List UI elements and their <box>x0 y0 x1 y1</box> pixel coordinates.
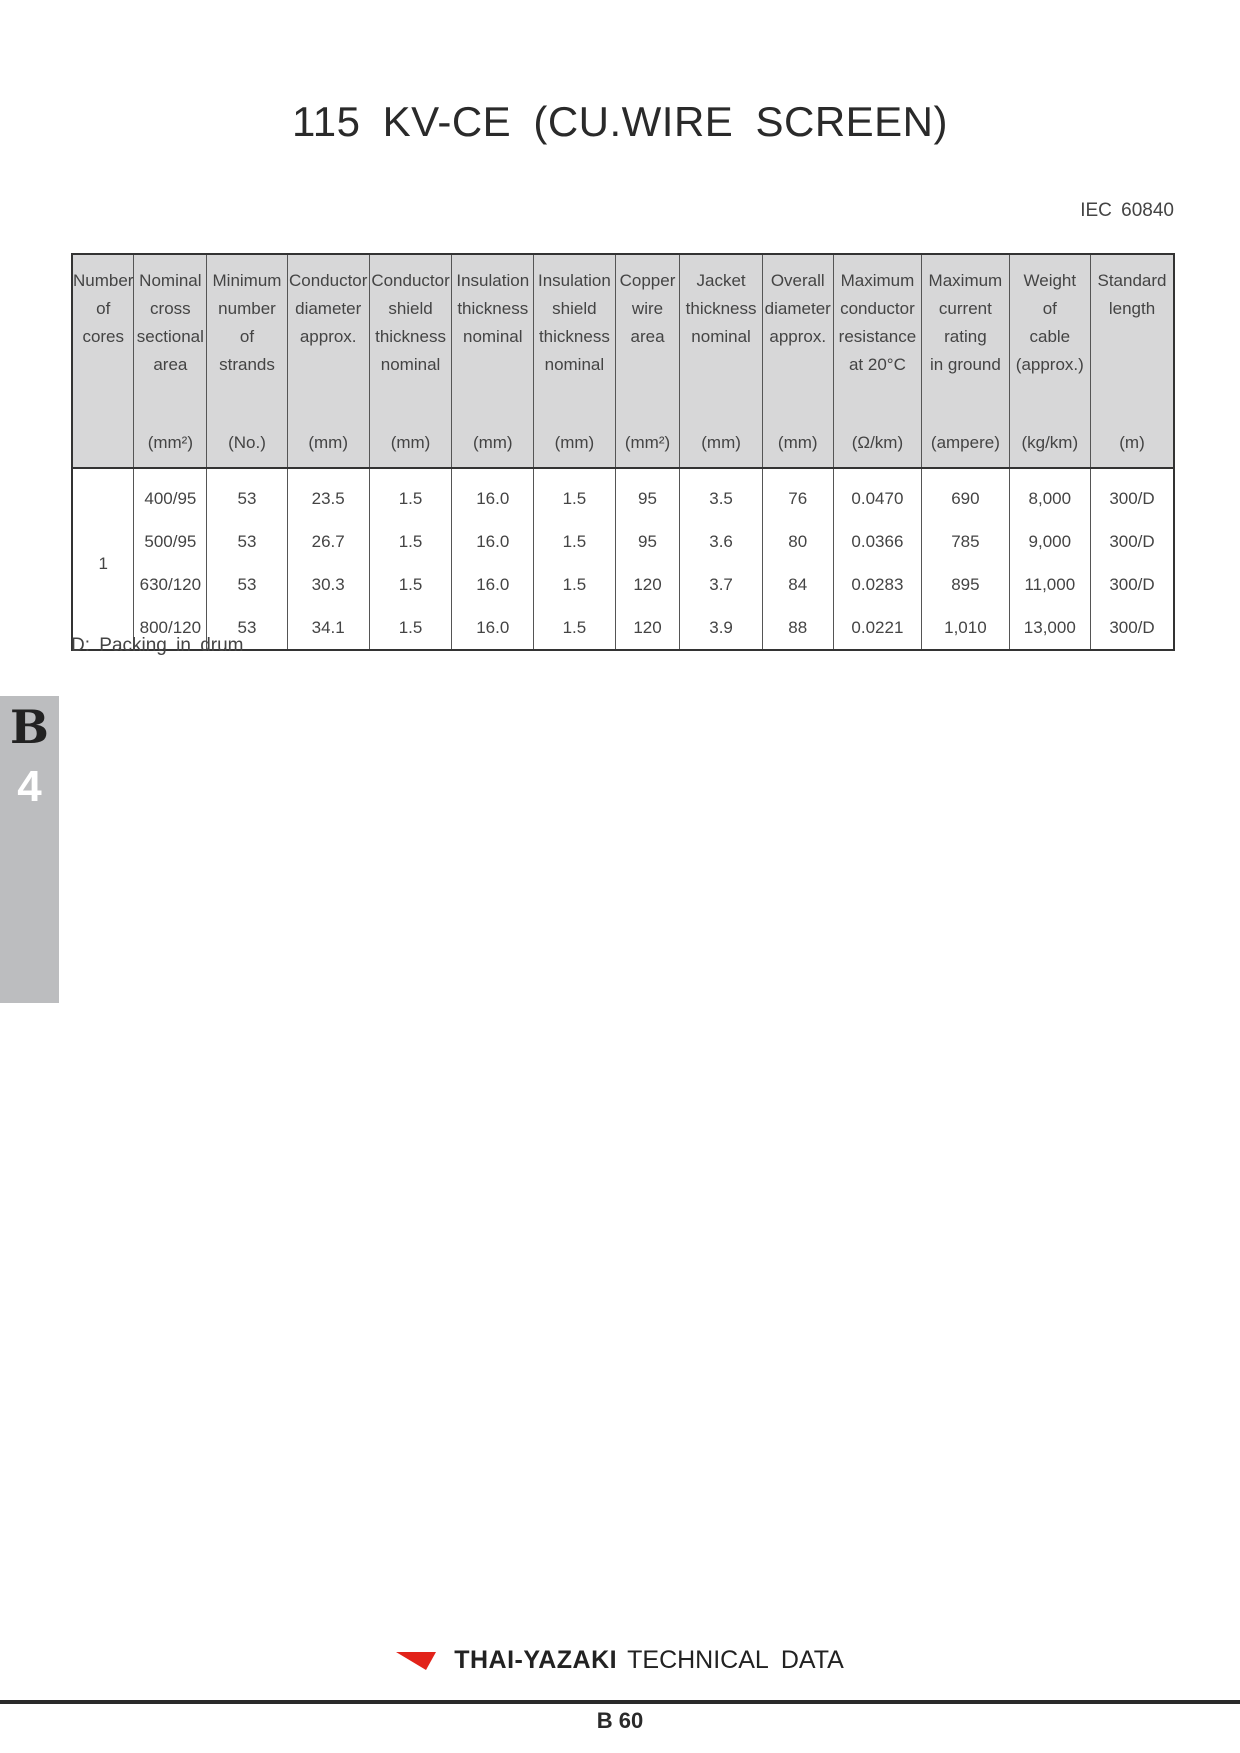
table-cell: 88 <box>762 606 833 650</box>
column-unit <box>72 419 134 468</box>
column-header <box>680 254 763 419</box>
table-cell: 16.0 <box>452 563 534 606</box>
column-header-line: rating <box>944 327 987 346</box>
column-unit: (mm) <box>287 419 369 468</box>
column-header <box>452 254 534 419</box>
page-title: 115 KV-CE (CU.WIRE SCREEN) <box>292 98 948 145</box>
column-header-line: Standard <box>1097 271 1167 290</box>
footer-brand <box>0 1646 1240 1675</box>
table-cell: 30.3 <box>287 563 369 606</box>
table-cell: 0.0221 <box>833 606 922 650</box>
column-header <box>134 254 207 419</box>
table-cell: 785 <box>922 520 1009 563</box>
column-header-line: number <box>218 299 276 318</box>
column-header-line: conductor <box>840 299 915 318</box>
table-cell: 1,010 <box>922 606 1009 650</box>
column-unit: (mm) <box>369 419 452 468</box>
column-header-line: (approx.) <box>1015 355 1084 374</box>
cores-cell: 1 <box>72 468 134 650</box>
table-cell: 53 <box>207 520 288 563</box>
column-header-line: Minimum <box>212 271 282 290</box>
table-cell: 53 <box>207 606 288 650</box>
table-cell: 3.9 <box>680 606 763 650</box>
column-header-line: Overall <box>770 271 825 290</box>
table-cell: 895 <box>922 563 1009 606</box>
table-cell: 53 <box>207 563 288 606</box>
column-header-line: current <box>938 299 992 318</box>
column-unit: (mm) <box>762 419 833 468</box>
column-header-line: Jacket <box>696 271 746 290</box>
table-cell: 80 <box>762 520 833 563</box>
table-cell: 16.0 <box>452 520 534 563</box>
table-cell: 23.5 <box>287 468 369 520</box>
table-cell: 400/95 <box>134 468 207 520</box>
column-header <box>369 254 452 419</box>
column-header <box>72 254 134 419</box>
column-header-line: Conductor <box>288 271 368 290</box>
column-header <box>207 254 288 419</box>
table-row <box>72 563 1174 606</box>
table-row <box>72 468 1174 520</box>
column-header-line: resistance <box>838 327 917 346</box>
table-cell: 1.5 <box>369 468 452 520</box>
column-header-line: nominal <box>544 355 605 374</box>
column-header-line: cores <box>82 327 125 346</box>
column-header-line: thickness <box>457 299 529 318</box>
column-unit: (No.) <box>207 419 288 468</box>
brand-tagline: TECHNICAL DATA <box>627 1646 844 1674</box>
column-unit: (mm) <box>452 419 534 468</box>
column-header-line: in ground <box>929 355 1001 374</box>
column-header-line: Insulation <box>538 271 611 290</box>
column-unit: (Ω/km) <box>833 419 922 468</box>
table-cell: 16.0 <box>452 606 534 650</box>
table-cell: 500/95 <box>134 520 207 563</box>
section-tab-number: 4 <box>17 762 42 811</box>
column-header-line: Maximum <box>928 271 1003 290</box>
column-header-line: of <box>1042 299 1057 318</box>
table-cell: 95 <box>615 520 680 563</box>
table-cell: 0.0470 <box>833 468 922 520</box>
footnote: D: Packing in drum <box>71 635 244 656</box>
column-header <box>615 254 680 419</box>
table-cell: 300/D <box>1091 563 1174 606</box>
column-header-line: thickness <box>538 327 610 346</box>
column-header-line: approx. <box>299 327 357 346</box>
table-cell: 95 <box>615 468 680 520</box>
table-cell: 16.0 <box>452 468 534 520</box>
table-cell: 8,000 <box>1009 468 1090 520</box>
table-cell: 300/D <box>1091 468 1174 520</box>
table-cell: 120 <box>615 563 680 606</box>
column-header-line: diameter <box>295 299 362 318</box>
table-cell: 1.5 <box>369 606 452 650</box>
column-header <box>1091 254 1174 419</box>
column-header-line: at 20°C <box>848 355 906 374</box>
column-unit: (mm²) <box>134 419 207 468</box>
column-header-line: thickness <box>685 299 757 318</box>
table-cell: 800/120 <box>134 606 207 650</box>
column-header-line: shield <box>552 299 597 318</box>
table-cell: 1.5 <box>534 563 616 606</box>
column-header-line: length <box>1108 299 1156 318</box>
table-cell: 84 <box>762 563 833 606</box>
column-header-line: diameter <box>764 299 831 318</box>
table-cell: 0.0366 <box>833 520 922 563</box>
column-header <box>833 254 922 419</box>
column-unit: (mm²) <box>615 419 680 468</box>
table-cell: 1.5 <box>369 520 452 563</box>
table-cell: 9,000 <box>1009 520 1090 563</box>
column-header-line: area <box>153 355 188 374</box>
table-cell: 13,000 <box>1009 606 1090 650</box>
column-header-line: Weight <box>1023 271 1077 290</box>
column-header-line: shield <box>388 299 433 318</box>
table-cell: 3.5 <box>680 468 763 520</box>
column-unit: (m) <box>1091 419 1174 468</box>
footer-divider <box>0 1700 1240 1704</box>
page-number: B 60 <box>596 1708 644 1733</box>
table-cell: 120 <box>615 606 680 650</box>
table-body <box>72 468 1174 650</box>
column-header-line: cable <box>1029 327 1071 346</box>
table-cell: 1.5 <box>534 468 616 520</box>
column-header-line: of <box>96 299 111 318</box>
table-cell: 1.5 <box>534 606 616 650</box>
column-header-line: strands <box>219 355 275 374</box>
brand-logo-icon <box>396 1650 436 1670</box>
column-header-line: sectional <box>136 327 204 346</box>
table-cell: 1.5 <box>534 520 616 563</box>
table-cell: 300/D <box>1091 520 1174 563</box>
column-header-line: Conductor <box>371 271 450 290</box>
column-unit: (ampere) <box>922 419 1009 468</box>
table-row <box>72 520 1174 563</box>
column-header-line: Insulation <box>456 271 530 290</box>
table-cell: 3.7 <box>680 563 763 606</box>
table-cell: 1.5 <box>369 563 452 606</box>
column-header-line: area <box>630 327 665 346</box>
column-header-line: wire <box>631 299 664 318</box>
column-header-line: thickness <box>375 327 446 346</box>
column-header <box>1009 254 1090 419</box>
table-cell: 11,000 <box>1009 563 1090 606</box>
column-header-line: nominal <box>462 327 523 346</box>
table-cell: 300/D <box>1091 606 1174 650</box>
column-header <box>287 254 369 419</box>
table-cell: 690 <box>922 468 1009 520</box>
column-header-line: nominal <box>691 327 751 346</box>
column-header-line: approx. <box>769 327 827 346</box>
table-cell: 0.0283 <box>833 563 922 606</box>
table-cell: 34.1 <box>287 606 369 650</box>
column-header <box>922 254 1009 419</box>
table-cell: 3.6 <box>680 520 763 563</box>
column-unit: (mm) <box>680 419 763 468</box>
standard-reference: IEC 60840 <box>1080 200 1174 221</box>
column-header <box>534 254 616 419</box>
table-cell: 630/120 <box>134 563 207 606</box>
cable-spec-table <box>71 253 1175 651</box>
table-cell: 53 <box>207 468 288 520</box>
brand-name: THAI-YAZAKI <box>454 1646 618 1674</box>
column-header-line: Nominal <box>139 271 202 290</box>
table-header <box>72 254 1174 468</box>
table-cell: 26.7 <box>287 520 369 563</box>
column-header <box>762 254 833 419</box>
column-header-line: nominal <box>380 355 441 374</box>
column-unit: (mm) <box>534 419 616 468</box>
section-tab-letter: B <box>10 700 49 754</box>
column-header-line: cross <box>150 299 191 318</box>
column-header-line: Maximum <box>840 271 915 290</box>
column-header-line: Number <box>73 271 134 290</box>
column-header-line: of <box>239 327 255 346</box>
column-header-line: Copper <box>619 271 676 290</box>
table-cell: 76 <box>762 468 833 520</box>
column-unit: (kg/km) <box>1009 419 1090 468</box>
